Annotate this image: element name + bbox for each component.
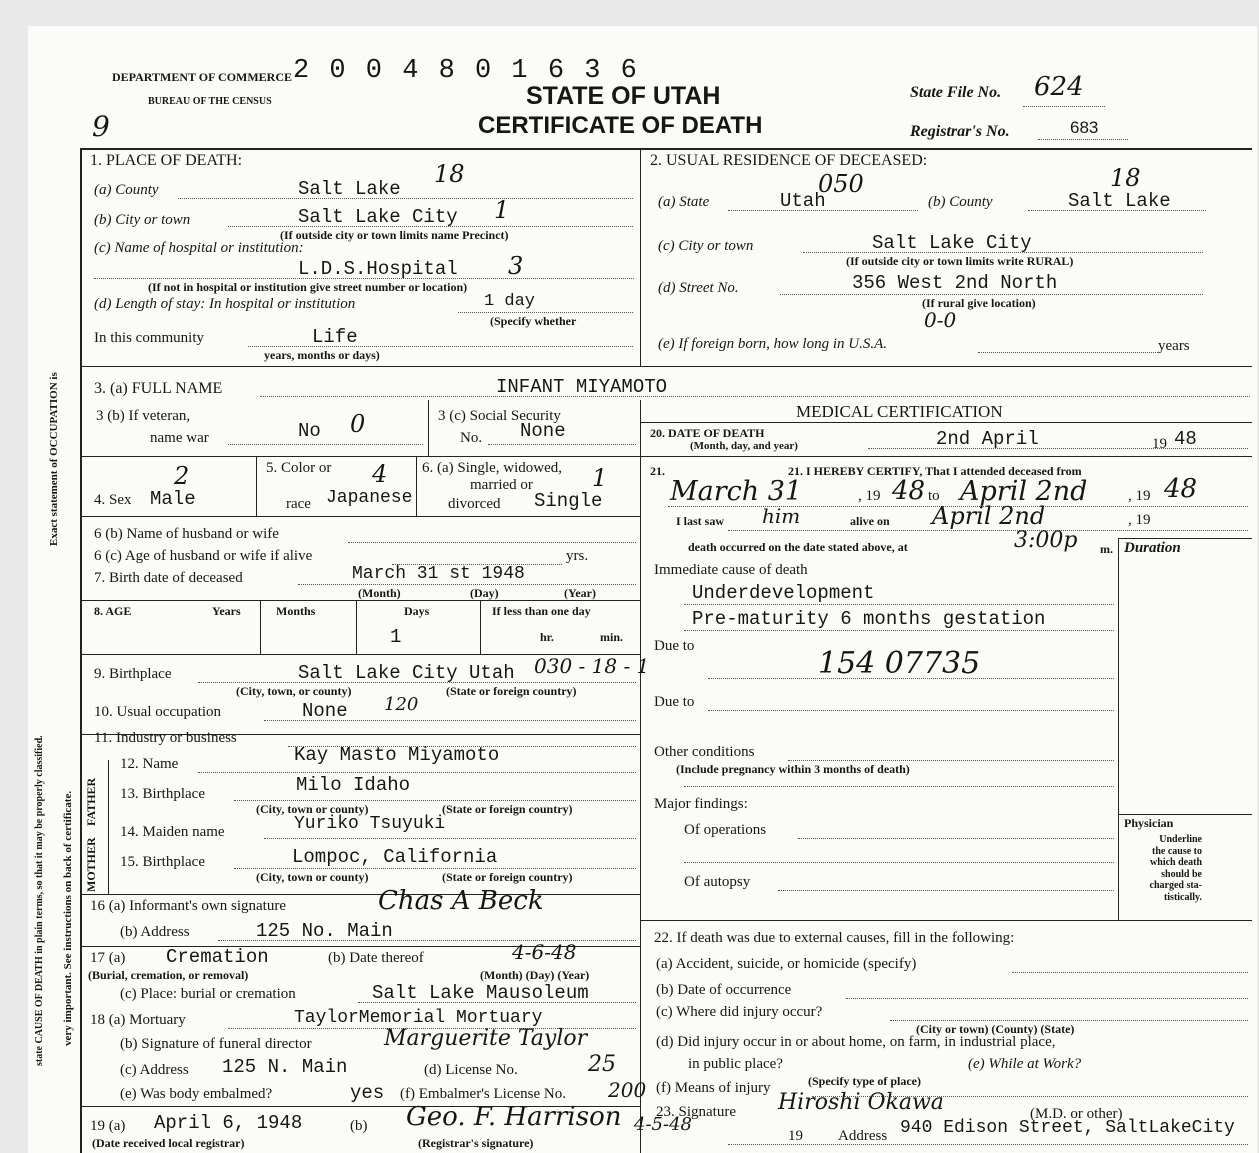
veteran-label-2: name war: [150, 430, 209, 446]
city-code: 1: [494, 196, 510, 224]
immediate-cause-label: Immediate cause of death: [654, 562, 808, 578]
registrar-sig-note: (Registrar's signature): [418, 1136, 534, 1150]
county-line: [178, 198, 633, 199]
medical-section-bottom: [640, 920, 1252, 921]
embalmed-label: (e) Was body embalmed?: [120, 1086, 273, 1102]
middle-column-divider: [640, 400, 641, 1153]
embalmer-license-value: 200: [608, 1078, 647, 1102]
hospital-value: L.D.S.Hospital: [298, 258, 458, 280]
burial-label: 17 (a): [90, 950, 126, 966]
margin-instructions-note: very important. See instructions on back of certificate.: [62, 790, 74, 1046]
spouse-age-label: 6 (c) Age of husband or wife if alive: [94, 548, 313, 564]
informant-address-value: 125 No. Main: [256, 920, 393, 942]
time-suffix: m.: [1100, 542, 1113, 556]
last-saw-date: April 2nd: [932, 502, 1046, 530]
bureau-label: BUREAU OF THE CENSUS: [148, 96, 272, 107]
veteran-row-bottom: [80, 456, 640, 457]
birthplace-label: 9. Birthplace: [94, 666, 172, 682]
top-section-divider: [80, 366, 1252, 367]
foreign-born-label: (e) If foreign born, how long in U.S.A.: [658, 336, 888, 352]
birthplace-value: Salt Lake City Utah: [298, 662, 515, 684]
duration-label: Duration: [1124, 540, 1181, 556]
veteran-code: 0: [350, 410, 366, 438]
signature-date: 4-5-48: [634, 1114, 692, 1135]
res-street-note: (If rural give location): [922, 296, 1036, 310]
spouse-age-unit: yrs.: [566, 548, 589, 564]
other-conditions-note: (Include pregnancy within 3 months of death): [676, 762, 910, 776]
full-name-line: [260, 396, 1250, 397]
father-tag: FATHER: [84, 777, 98, 826]
form-top-border: [80, 148, 1252, 150]
age-years-label: Years: [212, 604, 241, 618]
father-name-value: Kay Masto Miyamoto: [294, 744, 500, 766]
stay-note: (Specify whether: [490, 314, 577, 328]
race-value: Japanese: [326, 488, 413, 508]
md-label: (M.D. or other): [1030, 1106, 1123, 1122]
father-birthplace-label: 13. Birthplace: [120, 786, 205, 802]
community-label: In this community: [94, 330, 204, 346]
race-marital-divider: [416, 456, 417, 516]
stamp-number: 2 0 0 4 8 0 1 6 3 6: [293, 56, 639, 86]
cause-1-line: [684, 604, 1114, 605]
age-years-divider: [260, 600, 261, 654]
veteran-value: No: [298, 420, 321, 442]
sex-value: Male: [150, 488, 196, 510]
funeral-address-label: (c) Address: [120, 1062, 189, 1078]
birthplace-note-1: (City, town, or county): [236, 684, 352, 698]
father-birthplace-note-2: (State or foreign country): [442, 802, 573, 816]
place-of-death-heading: 1. PLACE OF DEATH:: [90, 152, 243, 169]
medical-heading-rule: [640, 422, 1252, 423]
age-under-day-label: If less than one day: [492, 604, 591, 618]
death-date-line: [868, 448, 1248, 449]
mother-birthplace-label: 15. Birthplace: [120, 854, 205, 870]
father-birthplace-value: Milo Idaho: [296, 774, 411, 796]
birthplace-line: [198, 682, 636, 683]
physician-address-value: 940 Edison Street, SaltLakeCity: [900, 1118, 1235, 1138]
res-state-value: Utah: [780, 190, 826, 212]
death-year-prefix: 19: [1152, 436, 1167, 452]
age-label: 8. AGE: [94, 604, 132, 618]
res-street-value: 356 West 2nd North: [852, 272, 1058, 294]
ssn-label: 3 (c) Social Security: [438, 408, 561, 424]
stay-value: 1 day: [484, 292, 536, 311]
maiden-name-line: [264, 838, 636, 839]
external-d-label: (d) Did injury occur in or about home, on farm, in industrial place,: [656, 1034, 1056, 1050]
physician-address-label: Address: [838, 1128, 888, 1144]
disposition-date-value: 4-6-48: [512, 940, 577, 964]
county-label: (a) County: [94, 182, 159, 198]
res-county-line: [1028, 210, 1206, 211]
marital-label-3: divorced: [448, 496, 501, 512]
mother-birthplace-note-1: (City, town or county): [256, 870, 369, 884]
res-city-line: [803, 252, 1203, 253]
marital-label-2: married or: [470, 477, 533, 493]
cause-2-value: Pre-maturity 6 months gestation: [692, 608, 1046, 630]
marital-label: 6. (a) Single, widowed,: [422, 460, 562, 476]
due-to-2-line: [708, 710, 1114, 711]
last-saw-pronoun: him: [762, 504, 801, 528]
physician-label: Physician: [1124, 816, 1174, 830]
industry-label: 11. Industry or business: [94, 730, 237, 746]
embalmer-license-label: (f) Embalmer's License No.: [400, 1086, 566, 1102]
last-saw-year-prefix: , 19: [1128, 512, 1151, 528]
res-street-code: 0-0: [924, 308, 957, 332]
disposition-place-value: Salt Lake Mausoleum: [372, 982, 589, 1004]
registrar-line: [1038, 139, 1128, 140]
birthplace-code: 030 - 18 - 1: [534, 654, 650, 678]
spouse-name-label: 6 (b) Name of husband or wife: [94, 526, 279, 542]
foreign-born-line: [978, 352, 1158, 353]
city-note: (If outside city or town limits name Precinct): [280, 228, 509, 242]
external-b-line: [846, 998, 1248, 999]
birthplace-note-2: (State or foreign country): [446, 684, 577, 698]
operations-line-2: [684, 862, 1114, 863]
physician-note-line: should be: [1161, 868, 1202, 880]
state-file-line: [1023, 106, 1105, 107]
external-a-label: (a) Accident, suicide, or homicide (specify): [656, 956, 917, 972]
state-title: STATE OF UTAH: [526, 82, 721, 110]
hospital-label: (c) Name of hospital or institution:: [94, 240, 304, 256]
res-county-code: 18: [1110, 164, 1141, 192]
external-e-label: (e) While at Work?: [968, 1056, 1082, 1072]
physician-note-line: the cause to: [1152, 845, 1202, 857]
mother-birthplace-note-2: (State or foreign country): [442, 870, 573, 884]
sex-race-divider: [256, 456, 257, 516]
registrar-number: 683: [1070, 118, 1099, 137]
certificate-title: CERTIFICATE OF DEATH: [478, 112, 763, 139]
physician-note-line: which death: [1150, 857, 1202, 868]
age-months-divider: [356, 600, 357, 654]
maiden-name-label: 14. Maiden name: [120, 824, 225, 840]
margin-mark: 9: [92, 110, 110, 143]
death-date-label-2: (Month, day, and year): [690, 440, 798, 452]
death-certificate: [28, 26, 1257, 1153]
sex-code: 2: [174, 462, 190, 490]
occupation-code: 120: [384, 694, 419, 715]
stay-line: [458, 312, 633, 313]
marital-value: Single: [534, 490, 603, 512]
external-f-label: (f) Means of injury: [656, 1080, 771, 1096]
embalmed-value: yes: [350, 1082, 385, 1104]
res-state-label: (a) State: [658, 194, 710, 210]
sex-row-bottom: [80, 516, 640, 517]
certify-number: 21.: [650, 464, 665, 478]
certify-label: 21. I HEREBY CERTIFY, That I attended deceased from: [788, 464, 1082, 478]
state-file-number: 624: [1034, 72, 1084, 102]
last-saw-label: I last saw: [676, 514, 725, 528]
county-value: Salt Lake: [298, 178, 401, 200]
received-label: 19 (a): [90, 1118, 126, 1134]
veteran-ssn-divider: [428, 400, 429, 456]
spouse-name-line: [348, 542, 636, 543]
age-days-label: Days: [404, 604, 430, 618]
birth-month-note: (Month): [358, 586, 401, 600]
margin-occupation-note: Exact statement of OCCUPATION is: [48, 372, 60, 546]
ssn-line: [488, 444, 636, 445]
top-column-divider: [640, 148, 641, 366]
veteran-label: 3 (b) If veteran,: [96, 408, 191, 424]
parents-section-bottom: [80, 894, 640, 895]
age-months-label: Months: [276, 604, 316, 618]
attended-from-value: March 31: [670, 476, 803, 507]
city-value: Salt Lake City: [298, 206, 458, 228]
res-city-value: Salt Lake City: [872, 232, 1032, 254]
physician-sig-label: 23. Signature: [656, 1104, 736, 1120]
due-to-1-line: [708, 678, 1114, 679]
mortuary-label: 18 (a) Mortuary: [90, 1012, 186, 1028]
physician-note-line: Underline: [1159, 834, 1202, 845]
hospital-line: [94, 278, 634, 279]
from-year-prefix: , 19: [858, 488, 881, 504]
margin-cause-note: state CAUSE OF DEATH in plain terms, so that it may be properly classified.: [34, 735, 45, 1066]
external-a-line: [1012, 972, 1248, 973]
informant-sig-label: 16 (a) Informant's own signature: [90, 898, 286, 914]
res-state-code: 050: [818, 170, 864, 198]
license-value: 25: [588, 1052, 616, 1077]
director-sig-label: (b) Signature of funeral director: [120, 1036, 312, 1052]
res-city-note: (If outside city or town limits write RURAL): [846, 254, 1074, 268]
duration-top-rule: [1118, 538, 1252, 539]
autopsy-label: Of autopsy: [684, 874, 751, 890]
physician-note-line: tistically.: [1163, 891, 1202, 903]
cause-2-line: [684, 630, 1114, 631]
form-left-border: [80, 148, 82, 1153]
residence-heading: 2. USUAL RESIDENCE OF DECEASED:: [650, 152, 928, 169]
occupation-value: None: [302, 700, 348, 722]
age-hr-label: hr.: [540, 630, 554, 644]
due-to-2-label: Due to: [654, 694, 695, 710]
cause-codes: 154 07735: [818, 646, 981, 681]
external-d-label-2: in public place?: [688, 1056, 783, 1072]
external-c-label: (c) Where did injury occur?: [656, 1004, 823, 1020]
death-date-label: 20. DATE OF DEATH: [650, 426, 765, 440]
due-to-1-label: Due to: [654, 638, 695, 654]
external-b-label: (b) Date of occurrence: [656, 982, 792, 998]
mother-maiden-value: Yuriko Tsuyuki: [294, 814, 446, 834]
to-year-prefix: , 19: [1128, 488, 1151, 504]
time-of-death: 3:00p: [1014, 528, 1078, 553]
occupation-line: [264, 720, 636, 721]
age-days-value: 1: [390, 626, 402, 648]
race-label: 5. Color or: [266, 460, 332, 476]
res-city-label: (c) City or town: [658, 238, 754, 254]
registrar-label: Registrar's No.: [910, 123, 1010, 140]
age-min-label: min.: [600, 630, 624, 644]
parents-bracket: [108, 760, 109, 894]
ssn-value: None: [520, 420, 566, 442]
birth-date-line: [298, 584, 636, 585]
hospital-code: 3: [508, 252, 524, 280]
birth-date-label: 7. Birth date of deceased: [94, 570, 243, 586]
occurred-label: death occurred on the date stated above, at: [688, 540, 908, 554]
full-name-label: 3. (a) FULL NAME: [94, 380, 223, 397]
signature-date-prefix: 19: [788, 1128, 803, 1144]
birth-date-value: March 31 st 1948: [352, 564, 525, 584]
disposition-place-line: [358, 1002, 636, 1003]
birth-year-note: (Year): [564, 586, 596, 600]
duration-column-divider: [1118, 538, 1119, 920]
father-name-label: 12. Name: [120, 756, 179, 772]
physician-note: [1122, 834, 1202, 903]
death-year-value: 48: [1174, 428, 1197, 450]
physician-note-line: charged sta-: [1149, 880, 1202, 891]
res-state-line: [728, 210, 918, 211]
to-label: to: [928, 488, 940, 504]
other-conditions-line-2: [684, 786, 1114, 787]
received-note: (Date received local registrar): [92, 1136, 245, 1150]
attended-to-value: April 2nd: [960, 476, 1088, 507]
father-birthplace-note-1: (City, town or county): [256, 802, 369, 816]
hospital-note: (If not in hospital or institution give street number or location): [148, 280, 468, 294]
res-county-label: (b) County: [928, 194, 993, 210]
funeral-address-value: 125 N. Main: [222, 1056, 348, 1078]
last-saw-line: [728, 530, 1248, 531]
father-birthplace-line: [234, 800, 636, 801]
res-street-label: (d) Street No.: [658, 280, 739, 296]
stay-label: (d) Length of stay: In hospital or institution: [94, 296, 356, 312]
community-line: [248, 346, 633, 347]
major-findings-label: Major findings:: [654, 796, 748, 812]
community-value: Life: [312, 326, 358, 348]
sex-label: 4. Sex: [94, 492, 132, 508]
physician-sig-line: [728, 1144, 1248, 1145]
registrar-sig-label: (b): [350, 1118, 368, 1134]
res-county-value: Salt Lake: [1068, 190, 1171, 212]
other-conditions-label: Other conditions: [654, 744, 755, 760]
physician-top-rule: [1118, 814, 1252, 815]
operations-label: Of operations: [684, 822, 767, 838]
received-date: April 6, 1948: [154, 1112, 303, 1134]
county-code: 18: [434, 160, 465, 188]
disposition-date-label: (b) Date thereof: [328, 950, 424, 966]
alive-on-label: alive on: [850, 514, 890, 528]
marital-code: 1: [592, 464, 608, 492]
operations-line: [798, 838, 1114, 839]
medical-heading: MEDICAL CERTIFICATION: [796, 402, 1003, 421]
external-heading: 22. If death was due to external causes, fill in the following:: [654, 930, 1015, 946]
mother-birthplace-value: Lompoc, California: [292, 846, 498, 868]
external-c-line: [890, 1020, 1248, 1021]
from-year-value: 48: [892, 476, 926, 506]
informant-signature: Chas A Beck: [378, 886, 544, 916]
death-date-value: 2nd April: [936, 428, 1039, 450]
city-line: [228, 226, 633, 227]
mortuary-value: TaylorMemorial Mortuary: [294, 1008, 543, 1028]
community-note: years, months or days): [264, 348, 380, 362]
registrar-signature: Geo. F. Harrison: [406, 1102, 622, 1132]
other-conditions-line: [788, 760, 1114, 761]
foreign-born-unit: years: [1158, 338, 1190, 354]
birth-day-note: (Day): [470, 586, 499, 600]
informant-address-label: (b) Address: [120, 924, 190, 940]
external-d-note: (Specify type of place): [808, 1074, 921, 1088]
city-label: (b) City or town: [94, 212, 191, 228]
to-year-value: 48: [1164, 474, 1198, 504]
burial-value: Cremation: [166, 946, 269, 968]
state-file-label: State File No.: [910, 84, 1002, 101]
full-name-value: INFANT MIYAMOTO: [496, 376, 668, 398]
father-name-line: [198, 772, 636, 773]
mother-tag: MOTHER: [84, 837, 98, 892]
race-code: 4: [372, 460, 388, 488]
external-c-note: (City or town) (County) (State): [916, 1022, 1075, 1036]
autopsy-line: [778, 890, 1114, 891]
physician-signature: Hiroshi Okawa: [778, 1090, 944, 1115]
age-days-divider: [480, 600, 481, 654]
director-signature: Marguerite Taylor: [384, 1026, 588, 1051]
disposition-place-label: (c) Place: burial or cremation: [120, 986, 296, 1002]
ssn-label-2: No.: [460, 430, 483, 446]
mother-birthplace-line: [234, 868, 636, 869]
occupation-label: 10. Usual occupation: [94, 704, 222, 720]
veteran-line: [228, 444, 423, 445]
disposition-date-note: (Month) (Day) (Year): [480, 968, 590, 982]
death-date-row-bottom: [640, 456, 1252, 457]
license-label: (d) License No.: [424, 1062, 518, 1078]
cause-1-value: Underdevelopment: [692, 582, 875, 604]
res-street-line: [780, 294, 1203, 295]
race-label-2: race: [286, 496, 311, 512]
department-label: DEPARTMENT OF COMMERCE: [112, 70, 293, 84]
burial-note: (Burial, cremation, or removal): [88, 968, 249, 982]
